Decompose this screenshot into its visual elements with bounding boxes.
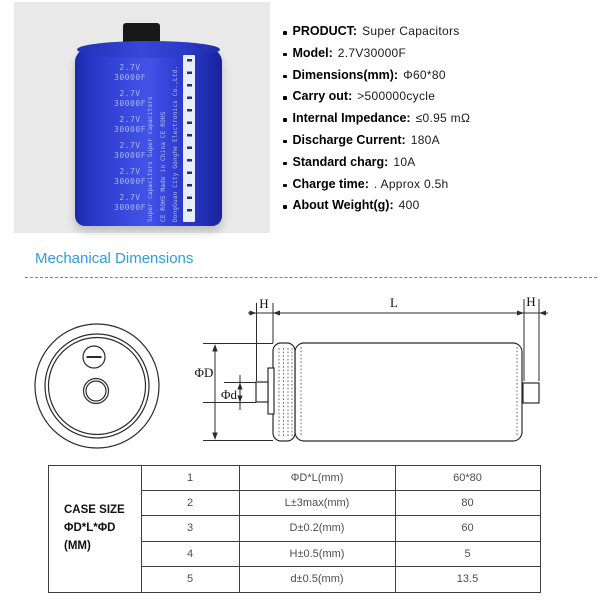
dim-label-l: L [390,295,398,310]
right-terminal [523,383,539,403]
spec-label: PRODUCT: [292,24,358,38]
table-row-number: 3 [142,516,240,541]
table-parameter: D±0.2(mm) [240,516,396,541]
seal-ring-inner [49,338,146,435]
dim-label-phi-D: ΦD [194,365,214,380]
section-title: Mechanical Dimensions [35,250,194,267]
capacitance-label: 30000F [114,150,146,160]
spec-label: Internal Impedance: [292,111,411,126]
capacitance-label: 30000F [114,124,146,134]
spec-label: About Weight(g): [292,198,394,213]
capacitance-label: 30000F [114,72,146,82]
spec-label: Dimensions(mm): [292,67,399,82]
spec-item [283,155,595,177]
bullet-icon [283,162,287,166]
table-row-number: 5 [142,567,240,592]
bullet-icon [283,140,287,144]
spec-label: Charge time: [292,176,369,191]
table-parameter: ΦD*L(mm) [240,466,396,491]
mechanical-drawing [0,285,600,465]
case-size-table [48,465,541,593]
spec-label: Model: [292,45,333,60]
table-parameter: L±3max(mm) [240,491,396,516]
dim-label-h-right: H [526,294,536,309]
spec-item [283,198,595,220]
table-value: 13.5 [456,573,479,586]
spec-value: Super Capacitors [362,24,460,38]
capacitance-label: 30000F [114,202,146,212]
capacitor-side-text: DongGuan City Gonghe Electronics Co.,Ltd. [172,65,179,222]
capacitor-scale-stripe [183,55,195,222]
table-row-number: 1 [142,466,240,491]
spec-item [283,68,595,90]
bullet-icon [283,75,287,79]
spec-label: Standard charg: [292,154,389,169]
spec-item [283,24,595,46]
spec-item [283,89,595,111]
table-value: 60 [396,516,540,541]
table-value: 80 [396,491,540,516]
spec-value: >500000cycle [357,89,436,104]
section-divider [25,277,597,278]
capacitor-terminal-post [123,23,160,45]
table-value: 60*80 [396,466,540,491]
dim-label-h-left: H [259,296,269,311]
voltage-label: 2.7V [119,141,141,150]
table-value: 5 [396,542,540,567]
table-parameter: d±0.5(mm) [240,567,396,592]
case-size-line: (MM) [64,539,91,552]
table-row-number: 4 [142,542,240,567]
spec-list [283,24,595,220]
voltage-label: 2.7V [119,63,141,72]
capacitor-side-view [256,343,539,441]
spec-label: Discharge Current: [292,132,406,147]
negative-terminal-mark [83,346,105,368]
voltage-label: 2.7V [119,167,141,176]
voltage-label: 2.7V [119,89,141,98]
spec-item [283,46,595,68]
spec-item [283,133,595,155]
seal-ring-outer [45,334,149,438]
spec-value: ≤0.95 mΩ [415,111,471,126]
spec-label: Carry out: [292,89,353,104]
bullet-icon [283,118,287,122]
spec-value: 10A [393,154,416,169]
bullet-icon [283,184,287,188]
capacitance-label: 30000F [114,98,146,108]
case-size-line: CASE SIZE [64,504,125,517]
capacitor-body [75,48,222,226]
voltage-label: 2.7V [119,115,141,124]
dim-label-phi-d: Φd [220,387,238,402]
positive-terminal-mark [84,379,109,404]
spec-value: 180A [410,132,440,147]
outer-case-circle [35,324,159,448]
spec-value: . Approx 0.5h [373,176,449,191]
spec-item [283,177,595,199]
capacitor-side-text: CE ROHS Made in China CE ROHS [160,111,167,222]
stripe-tick-marks [187,59,192,219]
table-parameter: H±0.5(mm) [240,542,396,567]
table-row-number: 2 [142,491,240,516]
capacitor-can-body [295,343,522,441]
case-size-header-cell [49,466,142,592]
bullet-icon [283,53,287,57]
spec-value: Φ60*80 [403,67,446,82]
capacitor-side-text: Super capacitors Super capacitors [147,96,154,222]
spec-item [283,111,595,133]
spec-value: 2.7V30000F [337,45,407,60]
left-terminal [256,382,268,402]
product-photo [14,2,270,233]
capacitance-label: 30000F [114,176,146,186]
bullet-icon [283,205,287,209]
bullet-icon [283,96,287,100]
bullet-icon [283,31,287,35]
case-size-line: ΦD*L*ΦD [64,522,116,535]
voltage-label: 2.7V [119,193,141,202]
terminal-step [268,368,274,414]
capacitor-top-view [35,324,159,448]
spec-value: 400 [398,198,420,213]
